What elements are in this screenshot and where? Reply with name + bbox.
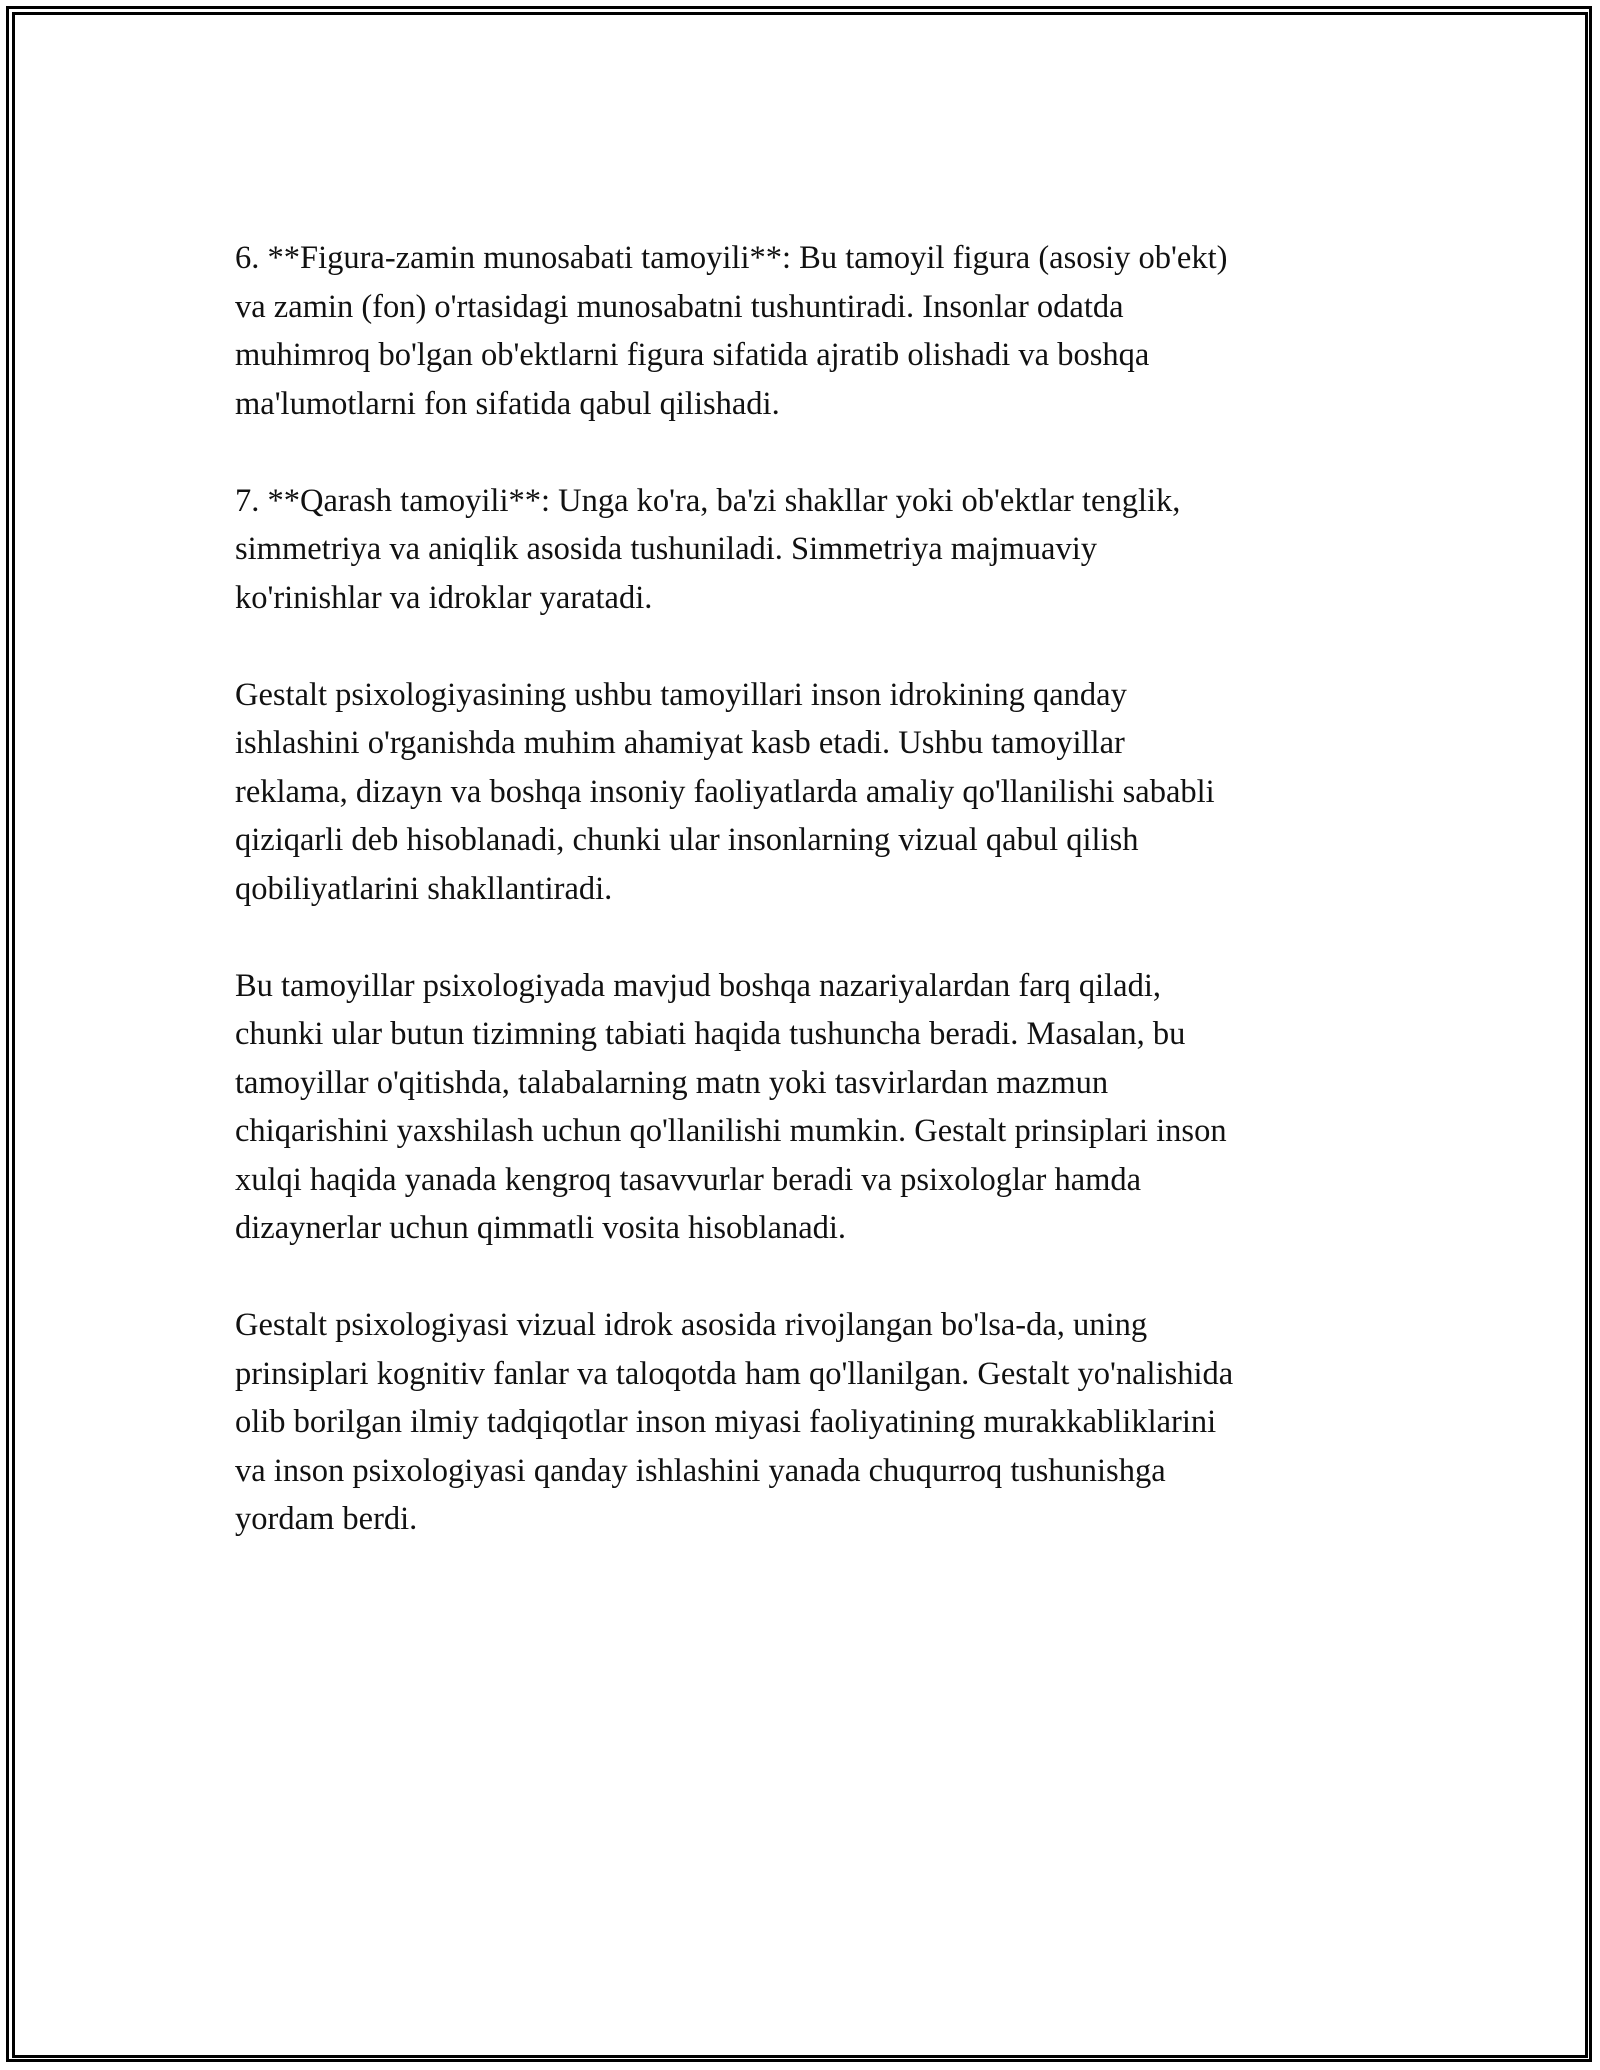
paragraph-gestalt-applications: Bu tamoyillar psixologiyada mavjud boshqa nazariyalardan farq qiladi, chunki ular butun tizimning tabiati haqida tushuncha beradi. Masalan, bu tamoyillar o'qitishda, talabalarning matn yoki tasvirlardan mazmun chiqarishini yaxshilash uchun qo'llanilishi mumkin. Gestalt prinsiplari inson xulqi haqida yanada kengroq tasavvurlar beradi va psixologlar hamda dizaynerlar uchun qimmatli vosita hisoblanadi. <box>235 967 1227 1246</box>
paragraph-gestalt-significance: Gestalt psixologiyasining ushbu tamoyillari inson idrokining qanday ishlashini o'rganishda muhim ahamiyat kasb etadi. Ushbu tamoyillar reklama, dizayn va boshqa insoniy faoliyatlarda amaliy qo'llanilishi sababli qiziqarli deb hisoblanadi, chunki ular insonlarning vizual qabul qilish qobiliyatlarini shakllantiradi. <box>235 676 1215 907</box>
document-body <box>235 234 1375 1592</box>
paragraph-symmetry-principle: 7. **Qarash tamoyili**: Unga ko'ra, ba'zi shakllar yoki ob'ektlar tenglik, simmetriya va aniqlik asosida tushuniladi. Simmetriya majmuaviy ko'rinishlar va idroklar yaratadi. <box>235 482 1181 616</box>
paragraph-gestalt-research: Gestalt psixologiyasi vizual idrok asosida rivojlangan bo'lsa-da, uning prinsiplari kognitiv fanlar va taloqotda ham qo'llanilgan. Gestalt yo'nalishida olib borilgan ilmiy tadqiqotlar inson miyasi faoliyatining murakkabliklarini va inson psixologiyasi qanday ishlashini yanada chuqurroq tushunishga yordam berdi. <box>235 1307 1234 1537</box>
paragraph-figure-ground-principle: 6. **Figura-zamin munosabati tamoyili**: Bu tamoyil figura (asosiy ob'ekt) va zamin (fon) o'rtasidagi munosabatni tushuntiradi. Insonlar odatda muhimroq bo'lgan ob'ektlarni figura sifatida ajratib olishadi va boshqa ma'lumotlarni fon sifatida qabul qilishadi. <box>235 240 1228 422</box>
